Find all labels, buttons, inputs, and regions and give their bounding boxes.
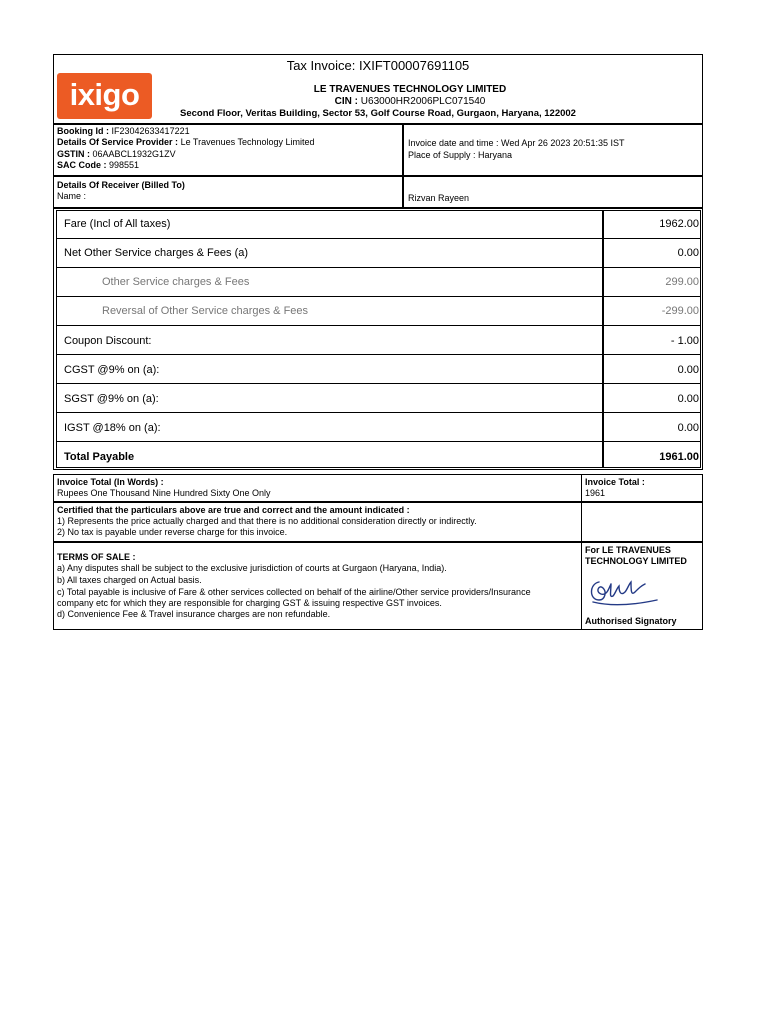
terms-a: a) Any disputes shall be subject to the exclusive jurisdiction of courts at Gurgaon (Haryana, India). [57,563,447,573]
terms-c-line-2: company etc for which they are responsible for charging GST & issuing respective GST invoices. [57,598,442,608]
total-words-label: Invoice Total (In Words) : [57,477,164,487]
charge-amount-reversal: -299.00 [661,305,699,317]
total-words-value: Rupees One Thousand Nine Hundred Sixty One Only [57,488,271,498]
booking-id-label: Booking Id : [57,126,109,136]
row-divider [56,325,701,326]
invoice-title: Tax Invoice: IXIFT00007691105 [286,58,470,73]
sac-code [57,160,139,171]
charge-label-igst: IGST @18% on (a): [64,422,161,434]
receiver-name-label: Name : [57,191,87,201]
row-divider [56,354,701,355]
charge-amount-net-other: 0.00 [677,247,699,259]
charge-label-net-other: Net Other Service charges & Fees (a) [64,247,249,259]
company-name: LE TRAVENUES TECHNOLOGY LIMITED [313,84,507,95]
for-company-line-1: For LE TRAVENUES [585,545,671,555]
charge-amount-coupon: - 1.00 [670,335,699,347]
terms-heading: TERMS OF SALE : [57,552,136,562]
sac-code-label: SAC Code : [57,160,107,170]
row-divider [56,412,701,413]
cin-value: U63000HR2006PLC071540 [360,96,486,107]
charge-label-fare: Fare (Incl of All taxes) [64,218,171,230]
invoice-total-value: 1961 [585,488,606,498]
for-company-line-2: TECHNOLOGY LIMITED [585,556,687,566]
gstin [57,149,176,160]
charge-amount-other-service: 299.00 [665,276,699,288]
service-provider-label: Details Of Service Provider : [57,137,179,147]
terms-d: d) Convenience Fee & Travel insurance charges are non refundable. [57,609,331,619]
charge-amount-fare: 1962.00 [659,218,699,230]
cin-label: CIN : [334,96,358,107]
booking-id-value: IF23042633417221 [111,126,190,136]
charge-amount-igst: 0.00 [677,422,699,434]
service-provider [57,137,315,148]
row-divider [56,441,701,442]
certification-heading: Certified that the particulars above are true and correct and the amount indicated : [57,505,410,515]
row-divider [56,267,701,268]
authorised-signatory-label: Authorised Signatory [585,616,677,626]
service-provider-value: Le Travenues Technology Limited [180,137,315,147]
cin-line [280,96,540,108]
row-divider [56,296,701,297]
gstin-label: GSTIN : [57,149,90,159]
terms-c-line-1: c) Total payable is inclusive of Fare & other services collected on behalf of the airline/Other service providers/Insurance [57,587,531,597]
sac-code-value: 998551 [109,160,140,170]
ixigo-logo: ixigo [57,73,152,119]
charge-amount-sgst: 0.00 [677,393,699,405]
invoice-total-label: Invoice Total : [585,477,645,487]
charge-amount-cgst: 0.00 [677,364,699,376]
row-divider [56,238,701,239]
charge-label-sgst: SGST @9% on (a): [64,393,159,405]
certification-side-box [581,502,703,542]
company-address: Second Floor, Veritas Building, Sector 53, Golf Course Road, Gurgaon, Haryana, 122002 [180,108,576,119]
booking-id [57,126,190,137]
charge-label-other-service: Other Service charges & Fees [102,276,250,288]
total-payable-amount: 1961.00 [659,451,699,463]
charge-label-coupon: Coupon Discount: [64,335,152,347]
invoice-date: Invoice date and time : Wed Apr 26 2023 20:51:35 IST [408,138,625,148]
charge-label-cgst: CGST @9% on (a): [64,364,160,376]
total-payable-label: Total Payable [64,451,135,463]
receiver-heading: Details Of Receiver (Billed To) [57,180,185,190]
place-of-supply: Place of Supply : Haryana [408,150,513,160]
charge-label-reversal: Reversal of Other Service charges & Fees [102,305,309,317]
row-divider [56,383,701,384]
certification-line-1: 1) Represents the price actually charged and that there is no additional consideration directly or indirectly. [57,516,477,526]
receiver-name-value: Rizvan Rayeen [408,193,470,203]
certification-line-2: 2) No tax is payable under reverse charge for this invoice. [57,527,288,537]
terms-b: b) All taxes charged on Actual basis. [57,575,202,585]
signature-image [585,570,665,610]
gstin-value: 06AABCL1932G1ZV [92,149,176,159]
